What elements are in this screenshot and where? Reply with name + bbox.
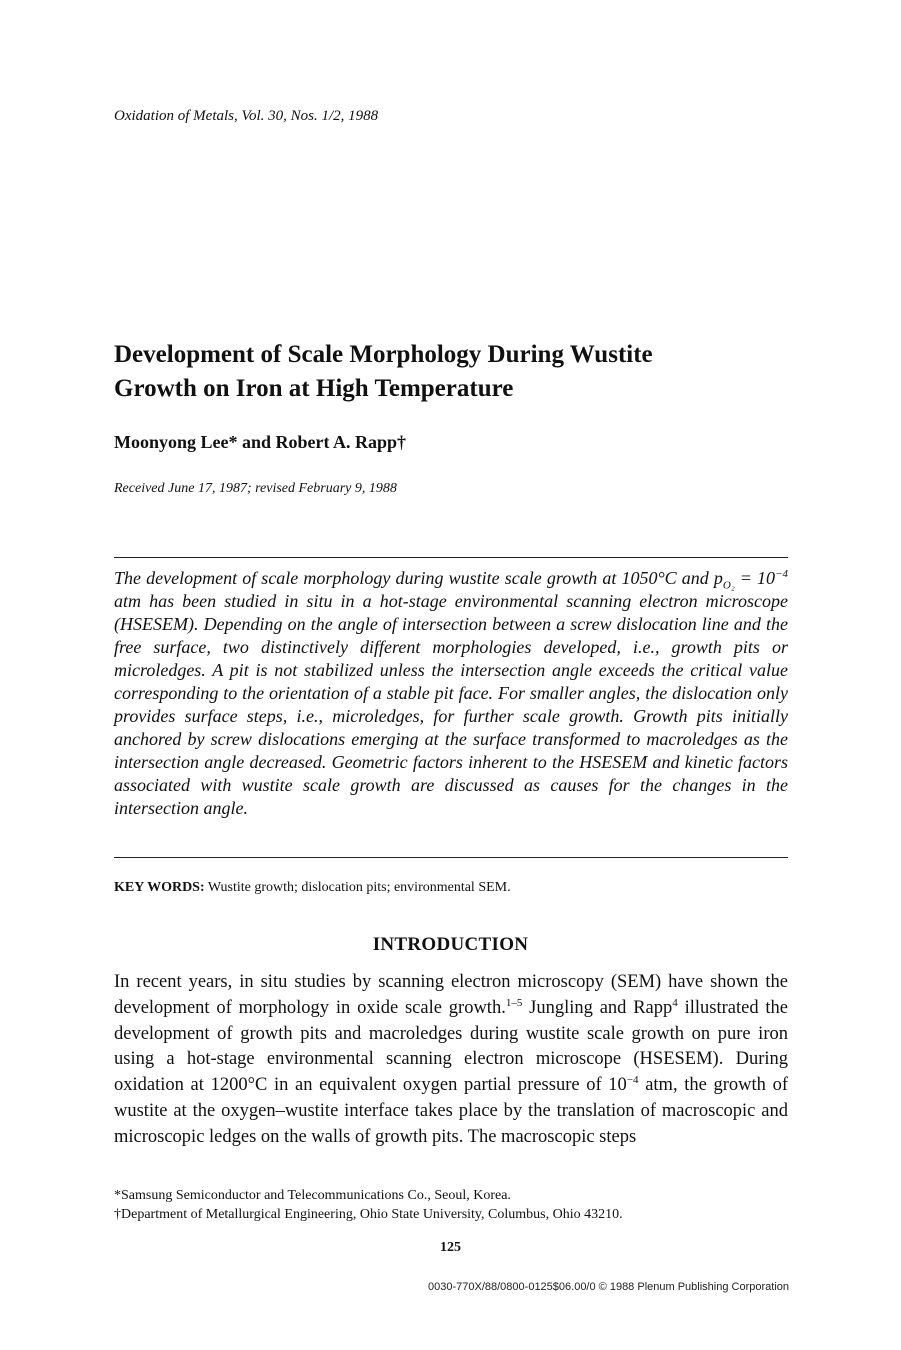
footnote-1: *Samsung Semiconductor and Telecommunications Co., Seoul, Korea. xyxy=(114,1188,511,1203)
section-heading-introduction: INTRODUCTION xyxy=(372,934,529,955)
key-words-text: Wustite growth; dislocation pits; environmental SEM. xyxy=(207,880,511,895)
page-number: 125 xyxy=(440,1240,461,1255)
body-text-2: Jungling and Rapp xyxy=(522,997,673,1018)
abstract-bottom-rule xyxy=(114,857,788,858)
key-words xyxy=(114,880,511,896)
author-list: Moonyong Lee* and Robert A. Rapp† xyxy=(114,432,407,452)
body-text-3: illustrated the development of growth pits and macroledges during wustite scale growth on pure iron using a hot-stage environmental scanning electron microscope (HSESEM). During oxidation at 1200°C in an equivalent oxygen partial pressure of 10 xyxy=(114,997,789,1096)
abstract-text-3: atm has been studied in situ in a hot-stage environmental scanning electron microscope (HSESEM). Depending on the angle of intersection between a screw dislocation line and the free surface, two distinctively different morphologies developed, i.e., growth pits or microledges. A pit is not stabilized unless the intersection angle exceeds the critical value corresponding to the orientation of a stable pit face. For smaller angles, the dislocation only provides surface steps, i.e., microledges, for further scale growth. Growth pits initially anchored by screw dislocations emerging at the surface transformed to macroledges as the intersection angle decreased. Geometric factors inherent to the HSESEM and kinetic factors associated with wustite scale growth are discussed as causes for the changes in the intersection angle. xyxy=(114,591,788,818)
footnotes xyxy=(114,1186,623,1224)
abstract-text-1: The development of scale morphology during wustite scale growth at 1050°C and p xyxy=(114,568,723,588)
body-text-1: In recent years, in situ studies by scanning electron microscopy (SEM) have shown the development of morphology in oxide scale growth. xyxy=(114,972,788,1018)
title-line-1: Development of Scale Morphology During Wustite xyxy=(114,341,653,368)
exponent-superscript: −4 xyxy=(626,1074,639,1087)
abstract-subscript: O₂ xyxy=(722,579,735,592)
key-words-label: KEY WORDS: xyxy=(114,880,205,895)
received-dates: Received June 17, 1987; revised February 9, 1988 xyxy=(114,481,397,496)
reference-superscript: 1–5 xyxy=(505,996,523,1009)
copyright-line: 0030-770X/88/0800-0125$06.00/0 © 1988 Plenum Publishing Corporation xyxy=(428,1281,789,1293)
paper-title xyxy=(114,338,814,406)
journal-citation: Oxidation of Metals, Vol. 30, Nos. 1/2, 1988 xyxy=(114,108,379,124)
abstract-top-rule xyxy=(114,557,788,558)
reference-superscript: 4 xyxy=(672,996,678,1009)
abstract-text-2: = 10 xyxy=(734,568,776,588)
introduction-paragraph xyxy=(114,970,788,1151)
footnote-2: †Department of Metallurgical Engineering, Ohio State University, Columbus, Ohio 43210. xyxy=(114,1207,623,1222)
abstract xyxy=(114,567,788,820)
abstract-exponent: −4 xyxy=(775,568,788,580)
title-line-2: Growth on Iron at High Temperature xyxy=(114,375,514,402)
body-text-4: atm, the growth of wustite at the oxygen–wustite interface takes place by the translation of macroscopic and microscopic ledges on the walls of growth pits. The macroscopic steps xyxy=(114,1075,788,1147)
